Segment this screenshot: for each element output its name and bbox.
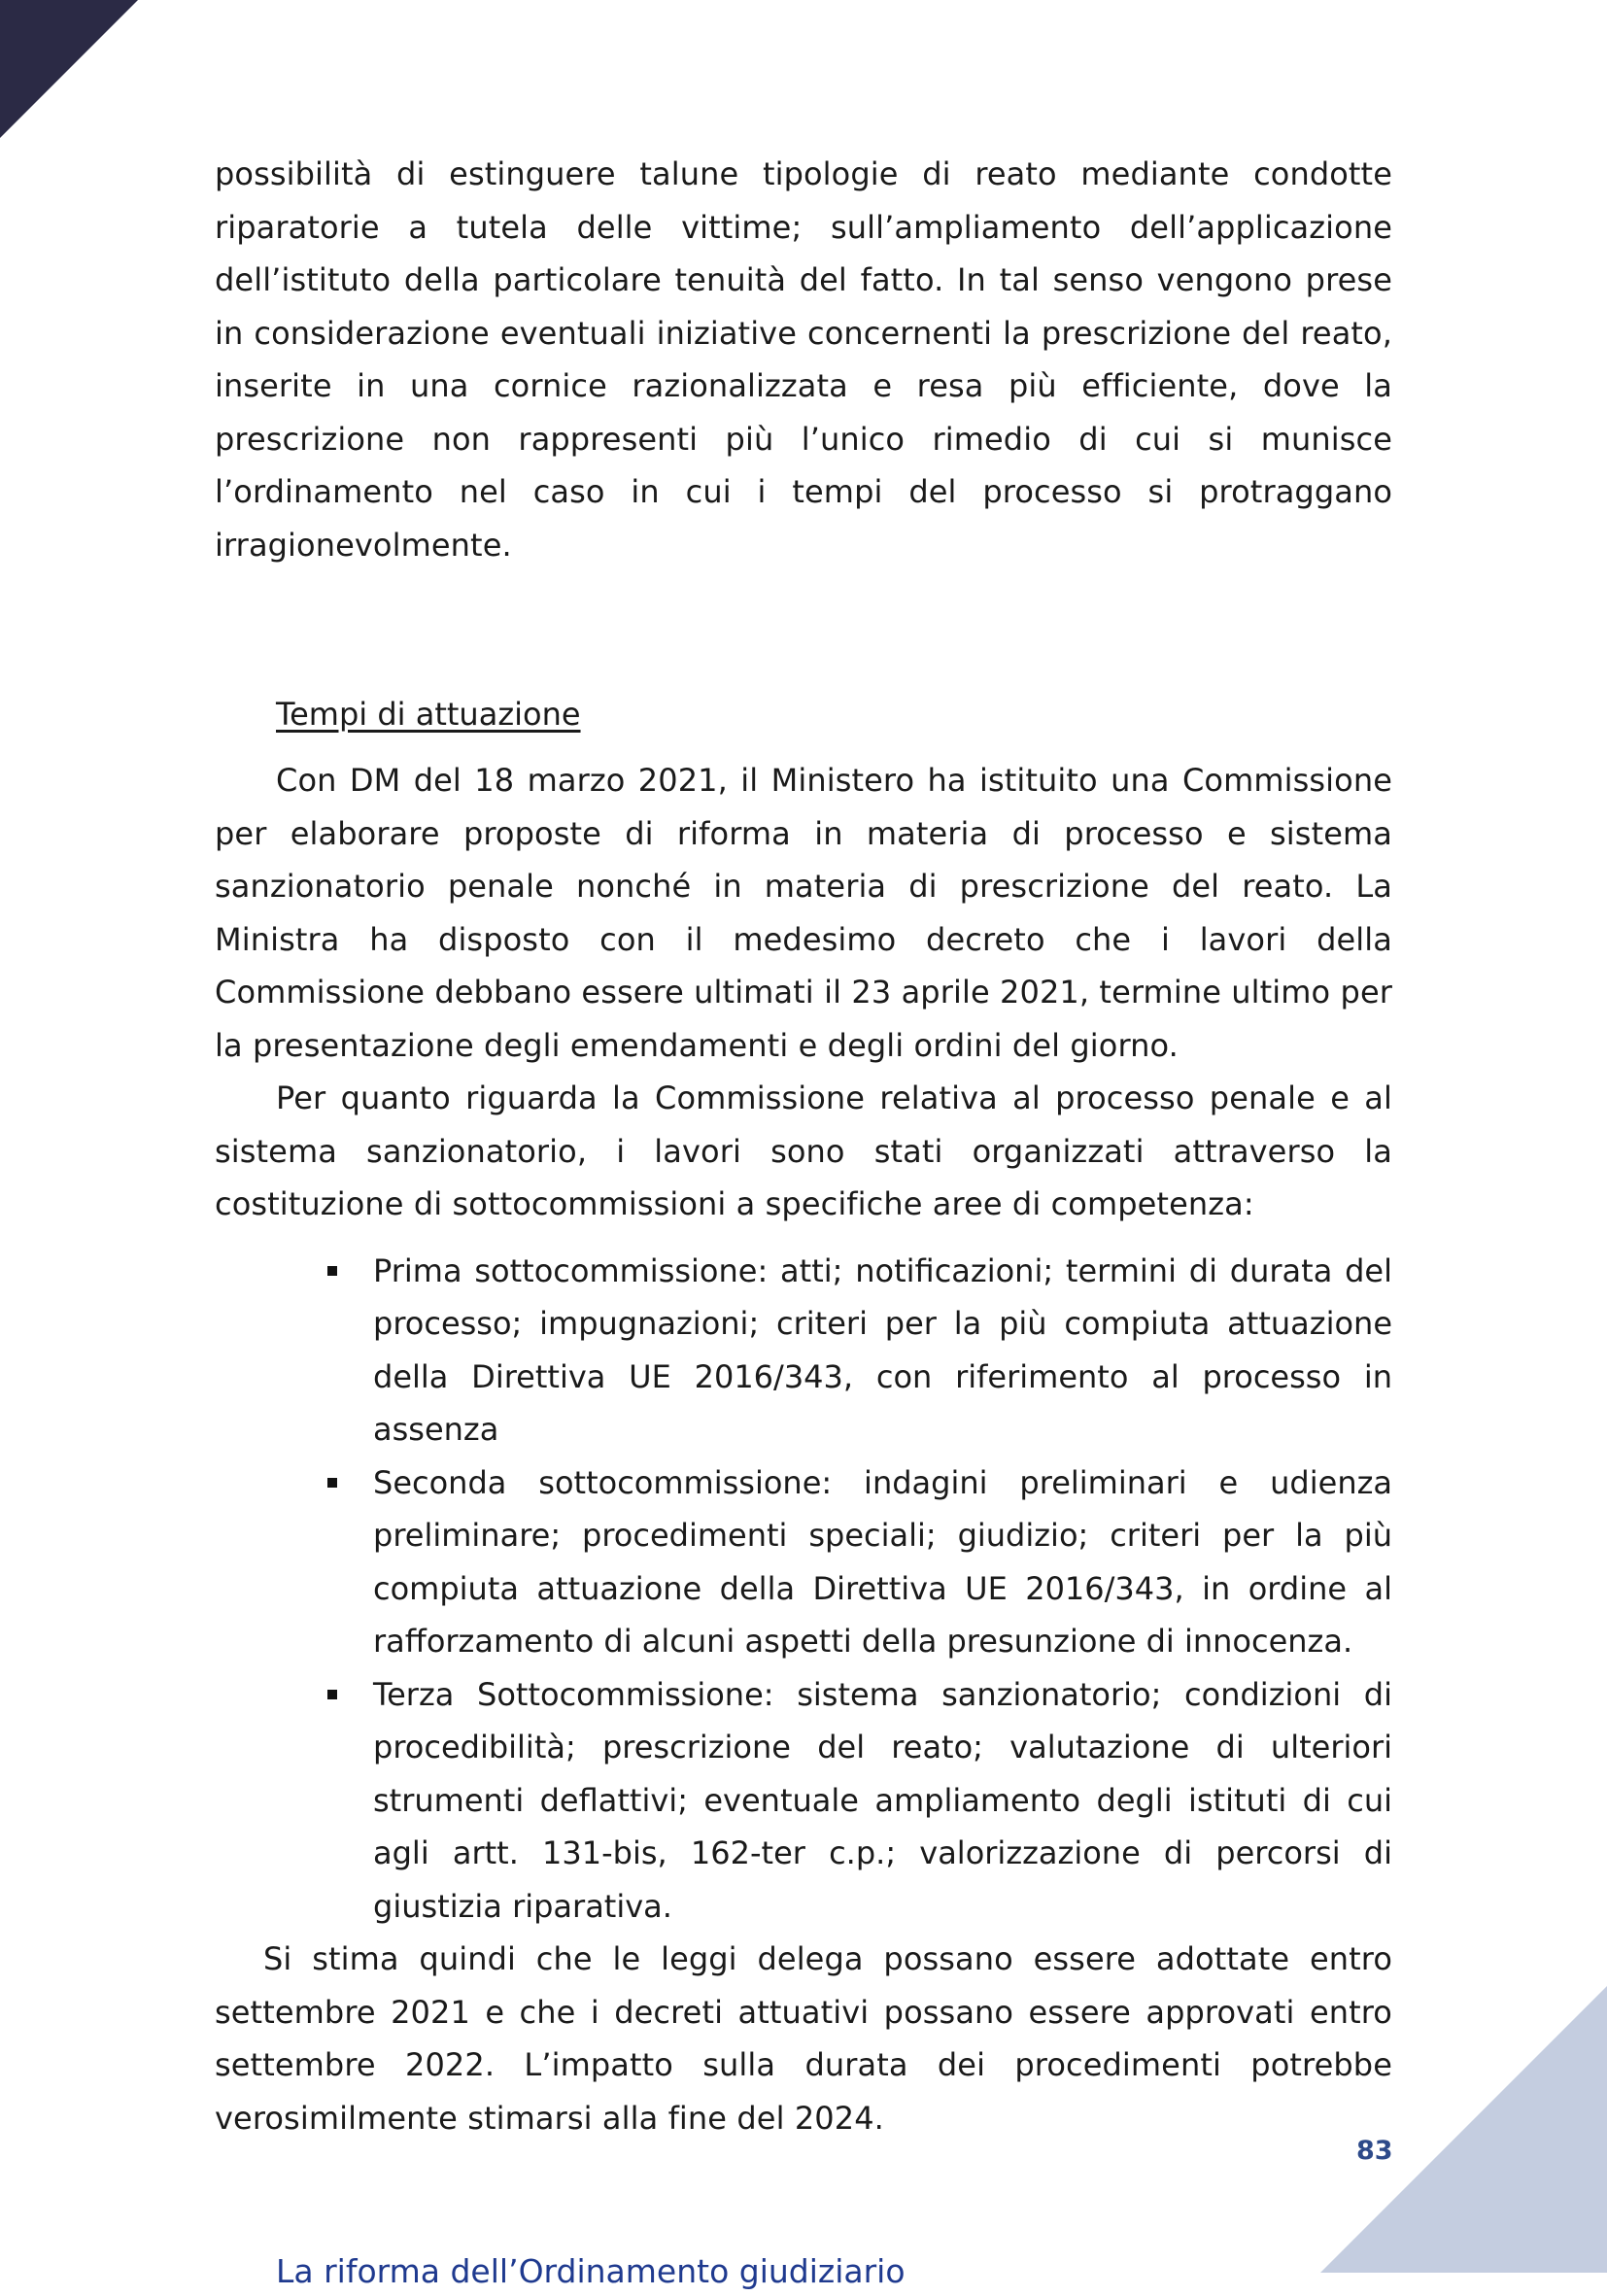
paragraph-3: Per quanto riguarda la Commissione relativa al processo penale e al sistema sanzionatorio, i lavori sono stati organizzati attraverso la costituzione di sottocommissioni a specifiche aree di competenza: (215, 1079, 1392, 1222)
list-item (373, 1456, 1392, 1668)
bullet-square-icon (327, 1690, 337, 1699)
heading-tempi-di-attuazione: Tempi di attuazione (276, 696, 581, 733)
list-item-text: Prima sottocommissione: atti; notificazioni; termini di durata del processo; impugnazioni; criteri per la più compiuta attuazione della Direttiva UE 2016/343, con riferimento al processo in assenza (373, 1251, 1392, 1448)
list-item (373, 1668, 1392, 1934)
subcommission-list (215, 1245, 1392, 1934)
list-item-text: Seconda sottocommissione: indagini preliminari e udienza preliminare; procedimenti speciali; giudizio; criteri per la più compiuta attuazione della Direttiva UE 2016/343, in ordine al rafforzamento di alcuni aspetti della presunzione di innocenza. (373, 1463, 1392, 1660)
paragraph-2: Con DM del 18 marzo 2021, il Ministero ha istituito una Commissione per elaborare proposte di riforma in materia di processo e sistema sanzionatorio penale nonché in materia di prescrizione del reato. La Ministra ha disposto con il medesimo decreto che i lavori della Commissione debbano essere ultimati il 23 aprile 2021, termine ultimo per la presentazione degli emendamenti e degli ordini del giorno. (215, 762, 1392, 1064)
bullet-square-icon (327, 1478, 337, 1488)
paragraph-1: possibilità di estinguere talune tipologie di reato mediante condotte riparatorie a tutela delle vittime; sull’ampliamento dell’applicazione dell’istituto della particolare tenuità del fatto. In tal senso vengono prese in considerazione eventuali iniziative concernenti la prescrizione del reato, inserite in una cornice razionalizzata e resa più efficiente, dove la prescrizione non rappresenti più l’unico rimedio di cui si munisce l’ordinamento nel caso in cui i tempi del processo si protraggano irragionevolmente. (215, 155, 1392, 564)
corner-decoration-top-left (0, 0, 138, 138)
bullet-square-icon (327, 1266, 337, 1276)
paragraph-4: Si stima quindi che le leggi delega possano essere adottate entro settembre 2021 e che i decreti attuativi possano essere approvati entro settembre 2022. L’impatto sulla durata dei procedimenti potrebbe verosimilmente stimarsi alla fine del 2024. (215, 1940, 1392, 2137)
list-item (373, 1245, 1392, 1456)
page-number: 83 (1356, 2136, 1393, 2166)
list-item-text: Terza Sottocommissione: sistema sanzionatorio; condizioni di procedibilità; prescrizione del reato; valutazione di ulteriori strumenti deflattivi; eventuale ampliamento degli istituti di cui agli artt. 131-bis, 162-ter c.p.; valorizzazione di percorsi di giustizia riparativa. (373, 1675, 1392, 1925)
section-title: La riforma dell’Ordinamento giudiziario (276, 2252, 906, 2290)
page-content (215, 148, 1392, 2296)
